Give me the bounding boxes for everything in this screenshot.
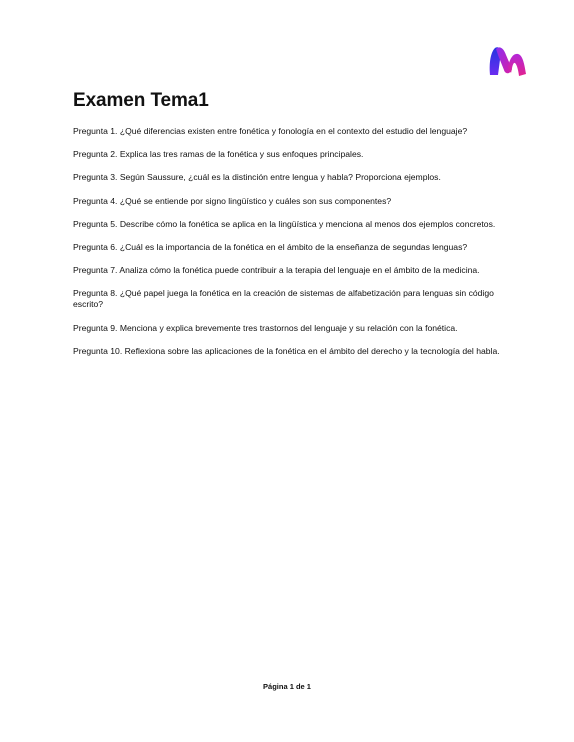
list-item: Pregunta 1. ¿Qué diferencias existen entre fonética y fonología en el contexto del estudio del lenguaje? <box>73 126 468 136</box>
list-item: Pregunta 5. Describe cómo la fonética se aplica en la lingüística y menciona al menos dos ejemplos concretos. <box>73 218 496 229</box>
page-number-footer: Página 1 de 1 <box>263 682 311 691</box>
list-item: Pregunta 9. Menciona y explica brevemente tres trastornos del lenguaje y su relación con la fonética. <box>73 322 458 333</box>
list-item: Pregunta 8. ¿Qué papel juega la fonética en la creación de sistemas de alfabetización para lenguas sin código escrito? <box>73 288 494 310</box>
list-item: Pregunta 6. ¿Cuál es la importancia de la fonética en el ámbito de la enseñanza de segundas lenguas? <box>73 241 468 252</box>
list-item: Pregunta 2. Explica las tres ramas de la fonética y sus enfoques principales. <box>73 149 364 160</box>
list-item: Pregunta 10. Reflexiona sobre las aplicaciones de la fonética en el ámbito del derecho y la tecnología del habla. <box>73 345 500 356</box>
page-title: Examen Tema1 <box>73 90 209 111</box>
list-item: Pregunta 3. Según Saussure, ¿cuál es la distinción entre lengua y habla? Proporciona ejemplos. <box>73 172 441 183</box>
list-item: Pregunta 4. ¿Qué se entiende por signo lingüístico y cuáles son sus componentes? <box>73 195 392 206</box>
brand-m-logo-icon <box>486 43 530 79</box>
list-item: Pregunta 7. Analiza cómo la fonética puede contribuir a la terapia del lenguaje en el ámbito de la medicina. <box>73 265 480 276</box>
question-list <box>73 126 505 369</box>
